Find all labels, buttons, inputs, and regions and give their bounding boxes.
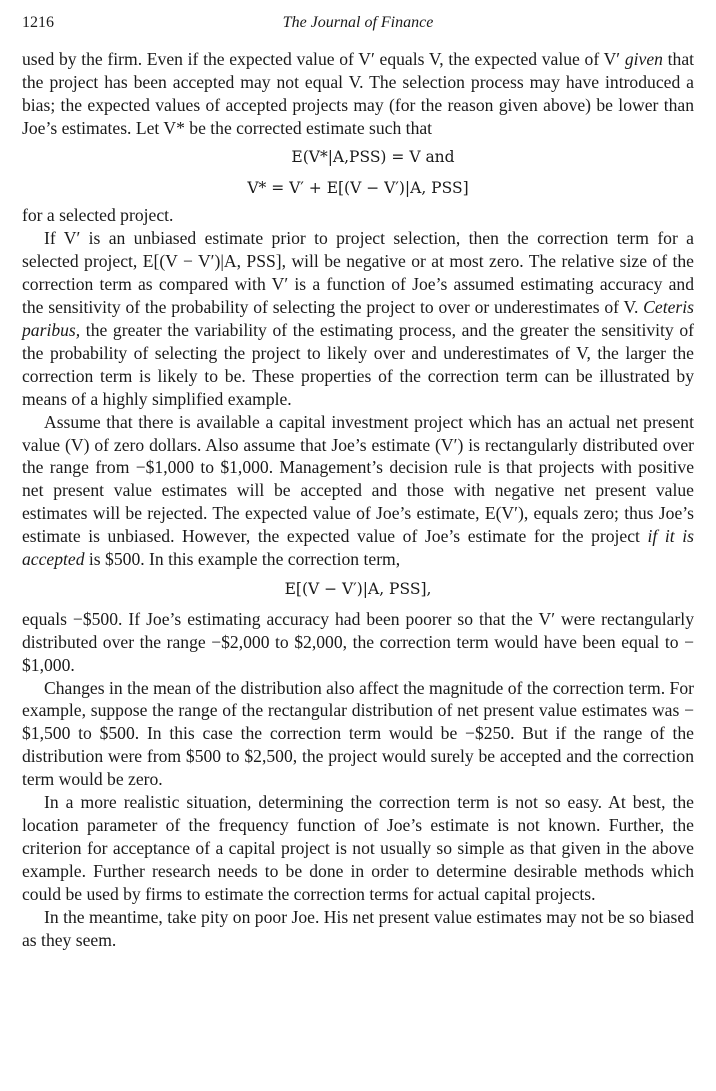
article-body — [22, 48, 694, 951]
page-number: 1216 — [22, 14, 54, 31]
paragraph: Assume that there is available a capital investment project which has an actual net present value (V) of zero dollars. Also assume that Joe’s estimate (V′) is rectangularly distributed over the range from −$1,000 to $1,000. Management’s decision rule is that projects with positive net present value estimates will be accepted and those with negative net present value estimates will be rejected. The expected value of Joe’s estimate, E(V′), equals zero; thus Joe’s estimate is unbiased. However, the expected value of Joe’s estimate for the project if it is accepted is $500. In this example the correction term, — [22, 411, 694, 570]
page-header — [22, 12, 694, 38]
paragraph: for a selected project. — [22, 205, 174, 226]
equation-correction-term: E[(V − V′)|A, PSS], — [284, 579, 432, 598]
paragraph: If V′ is an unbiased estimate prior to project selection, then the correction term for a selected project, E[(V − V′)|A, PSS], will be negative or at most zero. The relative size of the correction term as compared with V′ is a function of Joe’s assumed estimating accuracy and the sensitivity of the probability of selecting the project to over or underestimates of V. Ceteris paribus, the greater the variability of the estimating process, and the greater the sensitivity of the probability of selecting the project to likely over and underestimates of V, the larger the correction term is likely to be. These properties of the correction term can be illustrated by means of a highly simplified example. — [22, 228, 694, 409]
running-head: The Journal of Finance — [282, 14, 434, 31]
paragraph: In a more realistic situation, determining the correction term is not so easy. At best, the location parameter of the frequency function of Joe’s estimate is not known. Further, the criterion for acceptance of a capital project is not usually so simple as that given in the above example. Further research needs to be done in order to determine desirable methods which could be used by firms to estimate the correction terms for actual capital projects. — [22, 792, 694, 904]
journal-page — [22, 12, 694, 951]
paragraph: In the meantime, take pity on poor Joe. His net present value estimates may not be so biased as they seem. — [22, 906, 694, 950]
equation-corrected-estimate: V* = V′ + E[(V − V′)|A, PSS] — [247, 178, 469, 197]
paragraph: equals −$500. If Joe’s estimating accuracy had been poorer so that the V′ were rectangularly distributed over the range −$2,000 to $2,000, the correction term would have been equal to −$1,000. — [22, 608, 694, 675]
equation-expected-value: E(V*|A,PSS) = V and — [291, 147, 455, 166]
paragraph: used by the firm. Even if the expected value of V′ equals V, the expected value of V′ given that the project has been accepted may not equal V. The selection process may have introduced a bias; the expected values of accepted projects may (for the reason given above) be lower than Joe’s estimates. Let V* be the corrected estimate such that — [22, 49, 695, 138]
paragraph: Changes in the mean of the distribution also affect the magnitude of the correction term. For example, suppose the range of the rectangular distribution of net present value estimates was −$1,500 to $500. In this case the correction term would be −$250. But if the range of the distribution were from $500 to $2,500, the project would surely be accepted and the correction term would be zero. — [22, 677, 694, 790]
